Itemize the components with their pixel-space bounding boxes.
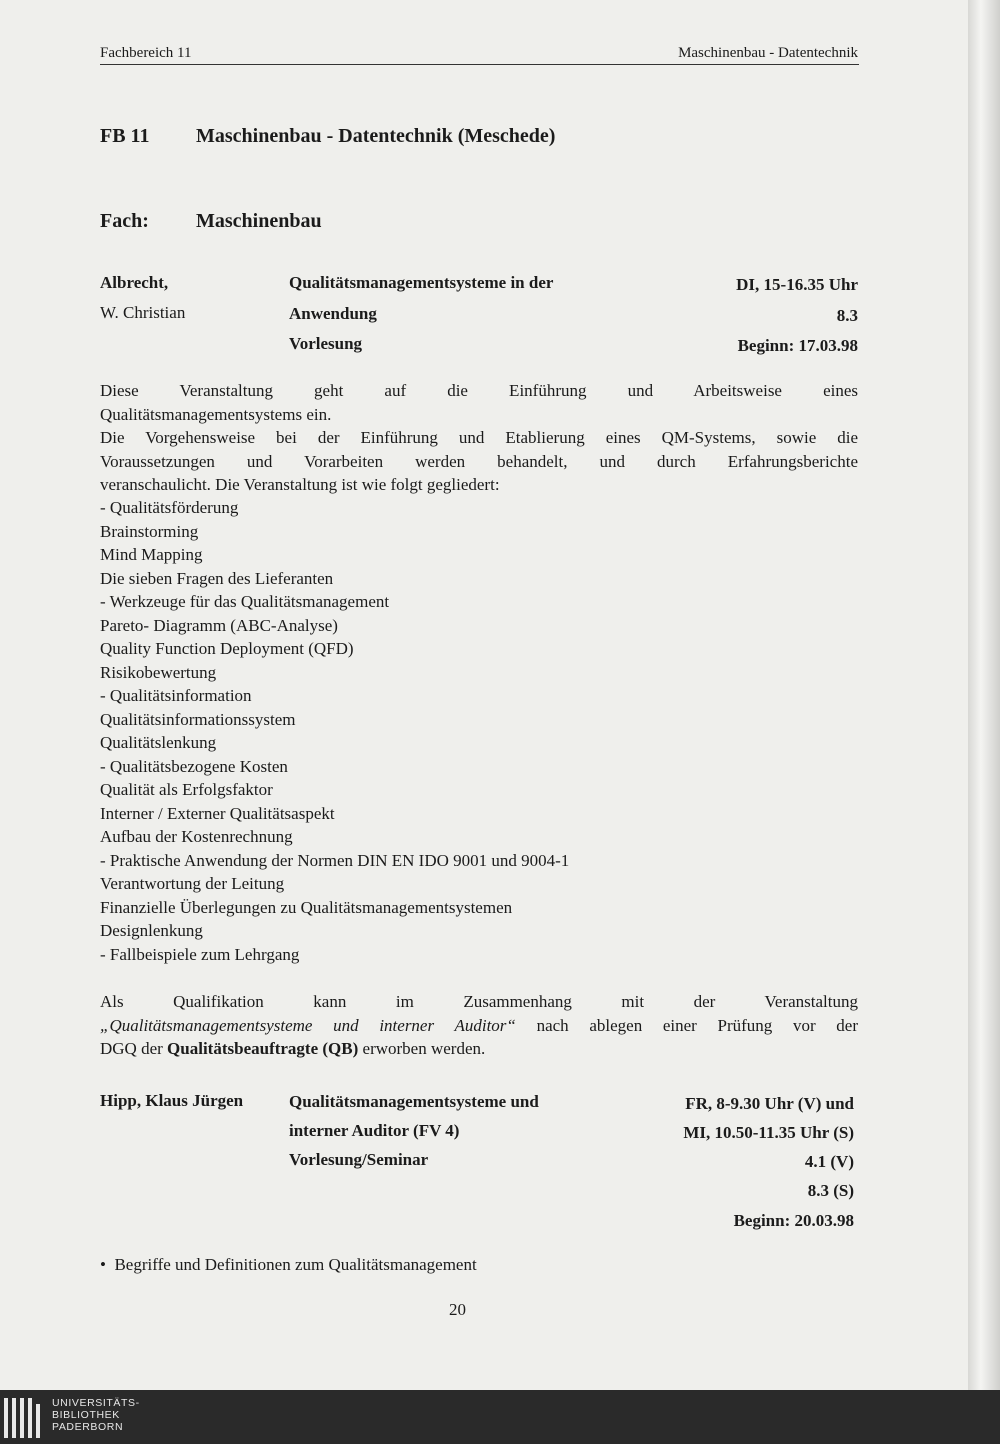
running-header-left: Fachbereich 11 xyxy=(100,45,192,61)
qualification-line-2 xyxy=(100,1014,858,1038)
qualification-line-3 xyxy=(100,1037,858,1061)
description-line: Voraussetzungen und Vorarbeiten werden behandelt, und durch Erfahrungsberichte xyxy=(100,451,858,471)
description-line: Diese Veranstaltung geht auf die Einführung und Arbeitsweise eines xyxy=(100,381,858,400)
course-2-room-1: 4.1 (V) xyxy=(804,1152,854,1171)
outline-item: Mind Mapping xyxy=(100,545,203,564)
outline-item: Designlenkung xyxy=(100,921,203,940)
course-1-description xyxy=(100,379,858,497)
running-header-right: Maschinenbau - Datentechnik xyxy=(678,45,858,61)
course-1-start: Beginn: 17.03.98 xyxy=(737,336,858,355)
outline-item: - Qualitätsförderung xyxy=(100,498,239,517)
course-2-bullet-item xyxy=(100,1255,477,1275)
course-2-type: Vorlesung/Seminar xyxy=(289,1150,429,1169)
outline-item: Qualitätsinformationssystem xyxy=(100,709,296,729)
outline-item: Aufbau der Kostenrechnung xyxy=(100,827,293,846)
outline-item: Die sieben Fragen des Lieferanten xyxy=(100,568,334,588)
library-logo-text xyxy=(52,1397,140,1433)
description-line: Qualitätsmanagementsystems ein. xyxy=(100,404,332,424)
course-1-type: Vorlesung xyxy=(289,334,363,353)
department-title: Maschinenbau - Datentechnik (Meschede) xyxy=(196,125,556,147)
outline-item: Interner / Externer Qualitätsaspekt xyxy=(100,803,335,823)
course-1-room: 8.3 xyxy=(836,306,858,325)
library-logo-line-2: BIBLIOTHEK xyxy=(52,1409,120,1421)
outline-item: - Fallbeispiele zum Lehrgang xyxy=(100,944,300,964)
header-rule xyxy=(100,64,859,65)
course-1-lecturer-line2: W. Christian xyxy=(100,303,186,322)
course-2-time-1: FR, 8-9.30 Uhr (V) und xyxy=(685,1094,854,1113)
outline-item: Quality Function Deployment (QFD) xyxy=(100,639,354,658)
library-logo-line-3: PADERBORN xyxy=(52,1421,124,1433)
outline-item: - Praktische Anwendung der Normen DIN EN IDO 9001 und 9004-1 xyxy=(100,850,570,870)
outline-item: Brainstorming xyxy=(100,521,199,541)
outline-item: Verantwortung der Leitung xyxy=(100,874,285,893)
course-2-room-2: 8.3 (S) xyxy=(807,1181,854,1200)
course-2-lecturer: Hipp, Klaus Jürgen xyxy=(100,1091,244,1110)
subject-label: Fach: xyxy=(100,210,149,232)
course-1-time: DI, 15-16.35 Uhr xyxy=(736,275,858,294)
library-logo-line-1: UNIVERSITÄTS- xyxy=(52,1397,140,1409)
page-edge xyxy=(968,0,1000,1390)
page-number: 20 xyxy=(449,1300,466,1319)
outline-item: Finanzielle Überlegungen zu Qualitätsmanagementsystemen xyxy=(100,897,513,917)
description-line: Die Vorgehensweise bei der Einführung und Etablierung eines QM-Systems, sowie die xyxy=(100,428,858,447)
course-1-outline xyxy=(100,496,858,966)
qualification-line-1: Als Qualifikation kann im Zusammenhang mit der Veranstaltung xyxy=(100,992,858,1011)
bullet-text: Begriffe und Definitionen zum Qualitätsmanagement xyxy=(114,1255,477,1274)
outline-item: Pareto- Diagramm (ABC-Analyse) xyxy=(100,615,338,635)
course-2-time-2: MI, 10.50-11.35 Uhr (S) xyxy=(683,1123,854,1142)
outline-item: - Qualitätsbezogene Kosten xyxy=(100,756,288,776)
course-2-title-line2: interner Auditor (FV 4) xyxy=(289,1121,460,1140)
description-line: veranschaulicht. Die Veranstaltung ist wie folgt gegliedert: xyxy=(100,475,500,494)
course-1-title-line2: Anwendung xyxy=(289,304,377,323)
qualification-quote: „Qualitätsmanagementsysteme und interner Auditor“ xyxy=(100,1015,516,1035)
library-logo-icon xyxy=(4,1398,44,1438)
outline-item: Risikobewertung xyxy=(100,662,217,682)
library-footer xyxy=(0,1390,1000,1444)
course-2-start: Beginn: 20.03.98 xyxy=(733,1211,854,1230)
qualification-line-2-rest: nach ablegen einer Prüfung vor der xyxy=(536,1015,859,1035)
outline-item: - Werkzeuge für das Qualitätsmanagement xyxy=(100,592,390,611)
qualification-title: Qualitätsbeauftragte (QB) xyxy=(167,1039,359,1058)
outline-item: Qualität als Erfolgsfaktor xyxy=(100,780,273,799)
qualification-line-3-post: erworben werden. xyxy=(362,1039,486,1058)
course-2-title-line1: Qualitätsmanagementsysteme und xyxy=(289,1092,539,1111)
department-code: FB 11 xyxy=(100,125,150,147)
course-1-lecturer-line1: Albrecht, xyxy=(100,273,169,292)
outline-item: Qualitätslenkung xyxy=(100,733,217,752)
outline-item: - Qualitätsinformation xyxy=(100,686,252,705)
qualification-line-3-pre: DGQ der xyxy=(100,1039,163,1058)
bullet-icon: • xyxy=(100,1255,106,1274)
course-1-qualification xyxy=(100,990,858,1061)
subject-value: Maschinenbau xyxy=(196,210,322,232)
course-1-title-line1: Qualitätsmanagementsysteme in der xyxy=(289,273,554,292)
